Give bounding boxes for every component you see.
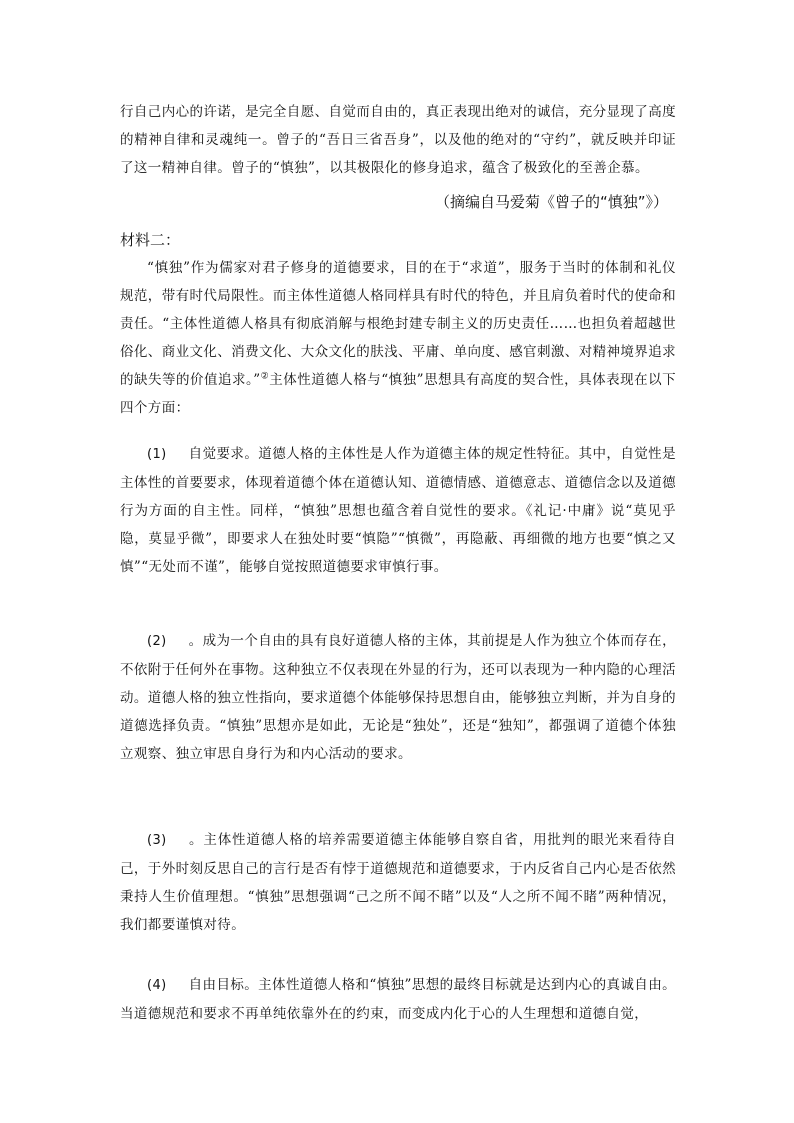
point-one-text: 自觉要求。道德人格的主体性是人作为道德主体的规定性特征。其中，自觉性是主体性的首要要求，体现着道德个体在道德认知、道德情感、道德意志、道德信念以及道德行为方面的自主性。同样，“慎独”思想也蕴含着自觉性的要求。《礼记·中庸》说“莫见乎隐，莫显乎微”，即要求人在独处时要“慎隐”“慎微”，再隐蔽、再细微的地方也要“慎之又慎”“无处而不谨”，能够自觉按照道德要求审慎行事。 bbox=[120, 446, 676, 575]
point-one-number: (1) bbox=[147, 447, 167, 462]
footnote-marker: ② bbox=[260, 371, 270, 382]
material-one-tail-paragraph: 行自己内心的许诺，是完全自愿、自觉而自由的，真正表现出绝对的诚信，充分显现了高度的精神自律和灵魂纯一。曾子的“吾日三省吾身”，以及他的绝对的“守约”，就反映并印证了这一精神自律。曾子的“慎独”，以其极限化的修身追求，蕴含了极致化的至善企慕。 bbox=[120, 104, 676, 176]
point-four-paragraph bbox=[120, 971, 676, 1028]
material-two-intro-paragraph bbox=[120, 254, 676, 422]
point-four-text: 自由目标。主体性道德人格和“慎独”思想的最终目标就是达到内心的真诚自由。当道德规范和要求不再单纯依靠外在的约束，而变成内化于心的人生理想和道德自觉， bbox=[120, 977, 676, 1022]
point-four-number: (4) bbox=[147, 978, 167, 993]
intro-text-part1: “慎独”作为儒家对君子修身的道德要求，目的在于“求道”，服务于当时的体制和礼仪规范，带有时代局限性。而主体性道德人格同样具有时代的特色，并且肩负着时代的使命和责任。“主体性道德人格具有彻底消解与根绝封建专制主义的历史责任……也担负着超越世俗化、商业文化、消费文化、大众文化的肤浅、平庸、单向度、感官刺激、对精神境界追求的缺失等的价值追求。” bbox=[120, 260, 676, 388]
point-three-number: (3) bbox=[147, 833, 167, 848]
point-two-number: (2) bbox=[147, 634, 167, 649]
intro-text-part2: 主体性道德人格与“慎独”思想具有高度的契合性，具体表现在以下四个方面： bbox=[120, 372, 676, 416]
point-two-text: 。成为一个自由的具有良好道德人格的主体，其前提是人作为独立个体而存在，不依附于任何外在事物。这种独立不仅表现在外显的行为，还可以表现为一种内隐的心理活动。道德人格的独立性指向，要求道德个体能够保持思想自由，能够独立判断，并为自身的道德选择负责。“慎独”思想亦是如此，无论是“独处”，还是“独知”，都强调了道德个体独立观察、独立审思自身行为和内心活动的要求。 bbox=[120, 633, 676, 762]
point-three-text: 。主体性道德人格的培养需要道德主体能够自察自省，用批判的眼光来看待自己，于外时刻反思自己的言行是否有悖于道德规范和道德要求，于内反省自己内心是否依然秉持人生价值理想。“慎独”思想强调“己之所不闻不睹”以及“人之所不闻不睹”两种情况，我们都要谨慎对待。 bbox=[120, 832, 676, 933]
material-two-label: 材料二： bbox=[120, 231, 181, 249]
point-one-paragraph bbox=[120, 440, 676, 581]
point-three-paragraph bbox=[120, 826, 676, 939]
point-two-paragraph bbox=[120, 627, 676, 768]
material-one-citation: （摘编自马爱菊《曾子的“慎独”》） bbox=[434, 193, 668, 211]
